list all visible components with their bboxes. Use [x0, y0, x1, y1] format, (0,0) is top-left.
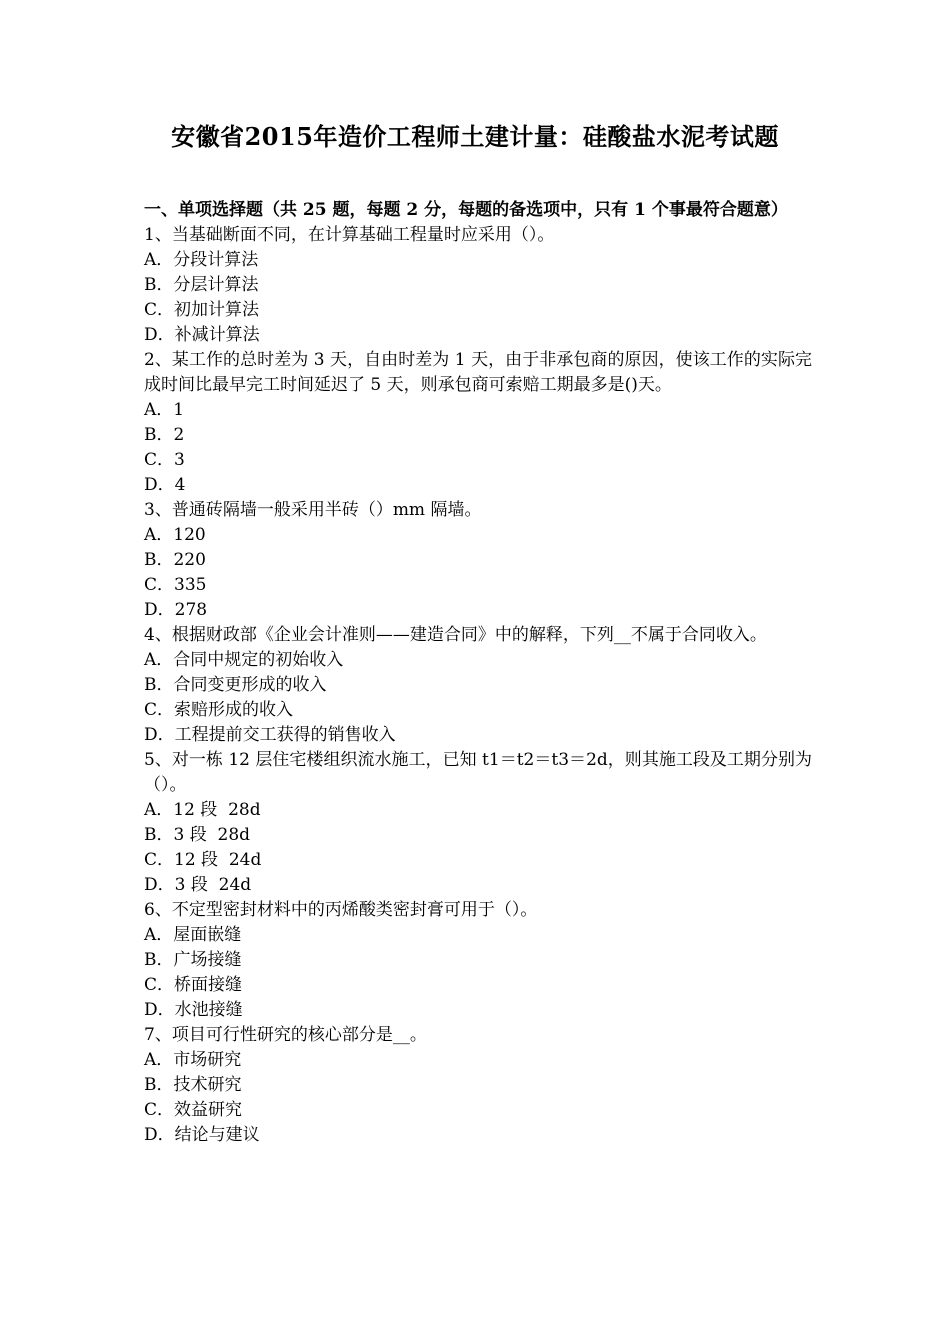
option-c: C．12 段 24d	[144, 850, 262, 870]
document-body	[144, 198, 812, 1148]
question-7	[144, 1023, 812, 1148]
option-a: A．1	[144, 400, 185, 420]
question-stem: 4、根据财政部《企业会计准则——建造合同》中的解释，下列__不属于合同收入。	[144, 625, 767, 645]
option-a: A．12 段 28d	[144, 800, 261, 820]
option-c: C．3	[144, 450, 185, 470]
option-a: A．120	[144, 525, 206, 545]
option-c: C．335	[144, 575, 207, 595]
option-b: B．220	[144, 550, 206, 570]
question-4	[144, 623, 812, 748]
option-c: C．初加计算法	[144, 300, 260, 320]
question-stem: 2、某工作的总时差为 3 天，自由时差为 1 天，由于非承包商的原因，使该工作的实际完成时间比最早完工时间延迟了 5 天，则承包商可索赔工期最多是()天。	[144, 350, 812, 395]
option-a: A．合同中规定的初始收入	[144, 650, 344, 670]
option-c: C．索赔形成的收入	[144, 700, 294, 720]
option-a: A．市场研究	[144, 1050, 242, 1070]
option-b: B．2	[144, 425, 185, 445]
option-a: A．屋面嵌缝	[144, 925, 242, 945]
option-c: C．桥面接缝	[144, 975, 243, 995]
option-b: B．技术研究	[144, 1075, 242, 1095]
option-a: A．分段计算法	[144, 250, 259, 270]
question-stem: 3、普通砖隔墙一般采用半砖（）mm 隔墙。	[144, 500, 482, 520]
option-c: C．效益研究	[144, 1100, 243, 1120]
option-b: B．3 段 28d	[144, 825, 251, 845]
option-b: B．广场接缝	[144, 950, 242, 970]
option-d: D．水池接缝	[144, 1000, 243, 1020]
option-d: D．工程提前交工获得的销售收入	[144, 725, 396, 745]
question-3	[144, 498, 812, 623]
question-6	[144, 898, 812, 1023]
question-stem: 1、当基础断面不同，在计算基础工程量时应采用（）。	[144, 225, 555, 245]
question-stem: 5、对一栋 12 层住宅楼组织流水施工，已知 t1＝t2＝t3＝2d，则其施工段及工期分别为（）。	[144, 750, 812, 795]
question-stem: 6、不定型密封材料中的丙烯酸类密封膏可用于（）。	[144, 900, 538, 920]
option-b: B．合同变更形成的收入	[144, 675, 327, 695]
question-5	[144, 748, 812, 898]
question-2	[144, 348, 812, 498]
option-d: D．278	[144, 600, 208, 620]
option-d: D．4	[144, 475, 186, 495]
question-1	[144, 223, 812, 348]
option-d: D．补减计算法	[144, 325, 260, 345]
option-b: B．分层计算法	[144, 275, 259, 295]
option-d: D．结论与建议	[144, 1125, 260, 1145]
option-d: D．3 段 24d	[144, 875, 252, 895]
question-stem: 7、项目可行性研究的核心部分是__。	[144, 1025, 427, 1045]
document-title: 安徽省2015年造价工程师土建计量：硅酸盐水泥考试题	[171, 122, 779, 151]
section-heading: 一、单项选择题（共 25 题，每题 2 分，每题的备选项中，只有 1 个事最符合题意）	[144, 200, 788, 220]
